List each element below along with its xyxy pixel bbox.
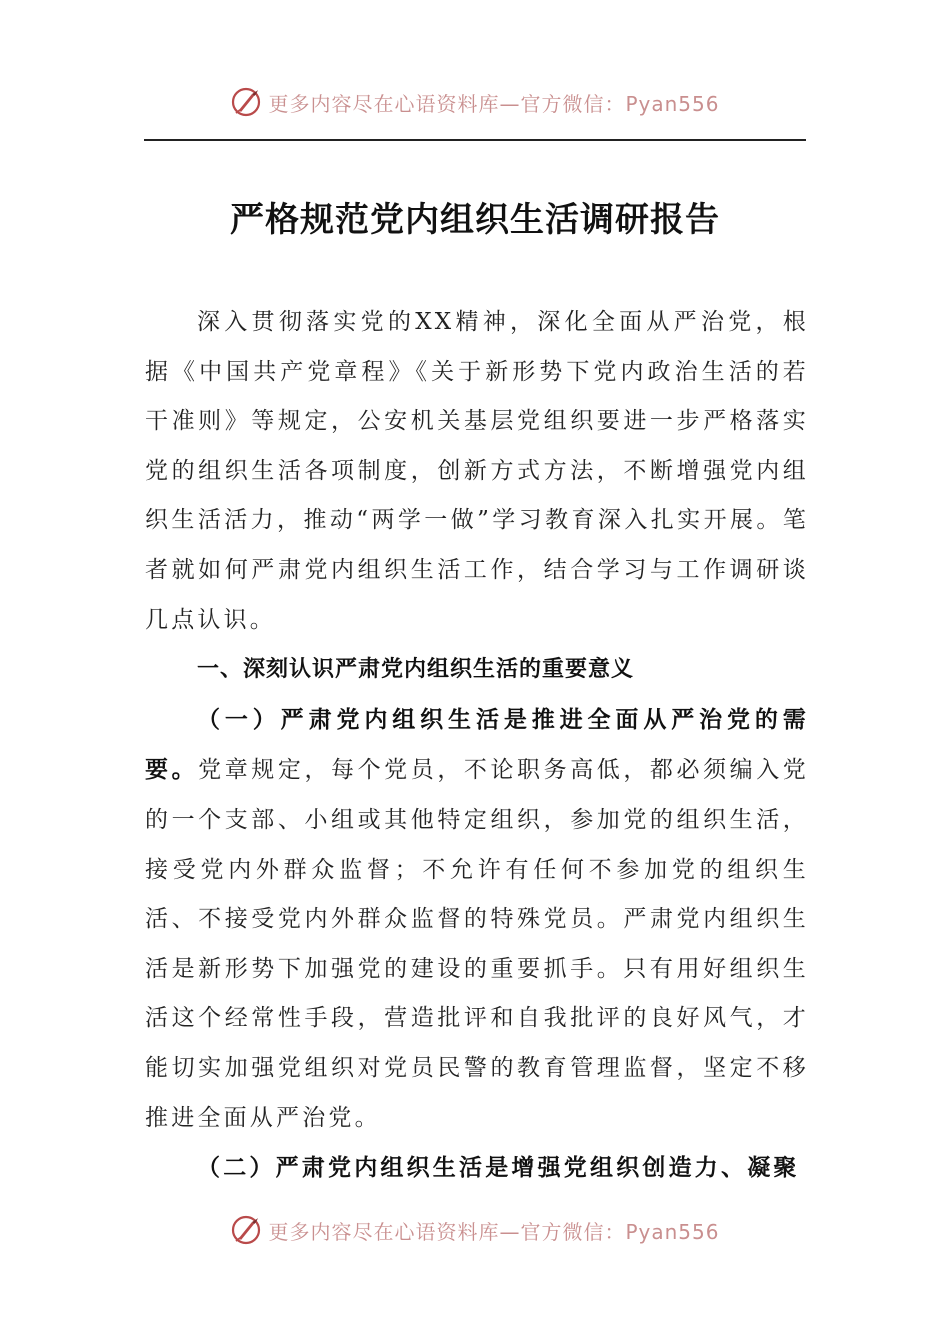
- subsection-heading: （一）严肃党内组织生活是推进全面从严治党的需要。: [145, 705, 809, 784]
- header-divider: [144, 139, 806, 141]
- banner-text: 更多内容尽在心语资料库—官方微信：Pyan556: [268, 1219, 720, 1244]
- subsection-heading-2: （二）严肃党内组织生活是增强党组织创造力、凝聚: [197, 1154, 800, 1182]
- footer-banner: [0, 1210, 950, 1250]
- section-heading: 一、深刻认识严肃党内组织生活的重要意义: [197, 657, 635, 683]
- header-banner: [0, 82, 950, 122]
- banner-text: 更多内容尽在心语资料库—官方微信：Pyan556: [268, 91, 720, 116]
- document-body: [145, 298, 809, 1193]
- quill-pen-logo-icon: [230, 1214, 262, 1246]
- subsection-paragraph: [145, 695, 809, 1143]
- intro-paragraph: 深入贯彻落实党的XX精神，深化全面从严治党，根据《中国共产党章程》《关于新形势下党内政治生活的若干准则》等规定，公安机关基层党组织要进一步严格落实党的组织生活各项制度，创新方式方法，不断增强党内组织生活活力，推动“两学一做”学习教育深入扎实开展。笔者就如何严肃党内组织生活工作，结合学习与工作调研谈几点认识。: [145, 309, 809, 633]
- quill-pen-logo-icon: [230, 86, 262, 118]
- document-title: 严格规范党内组织生活调研报告: [230, 200, 720, 240]
- subsection-body: 党章规定，每个党员，不论职务高低，都必须编入党的一个支部、小组或其他特定组织，参加党的组织生活，接受党内外群众监督；不允许有任何不参加党的组织生活、不接受党内外群众监督的特殊党员。严肃党内组织生活是新形势下加强党的建设的重要抓手。只有用好组织生活这个经常性手段，营造批评和自我批评的良好风气，才能切实加强党组织对党员民警的教育管理监督，坚定不移推进全面从严治党。: [145, 757, 809, 1131]
